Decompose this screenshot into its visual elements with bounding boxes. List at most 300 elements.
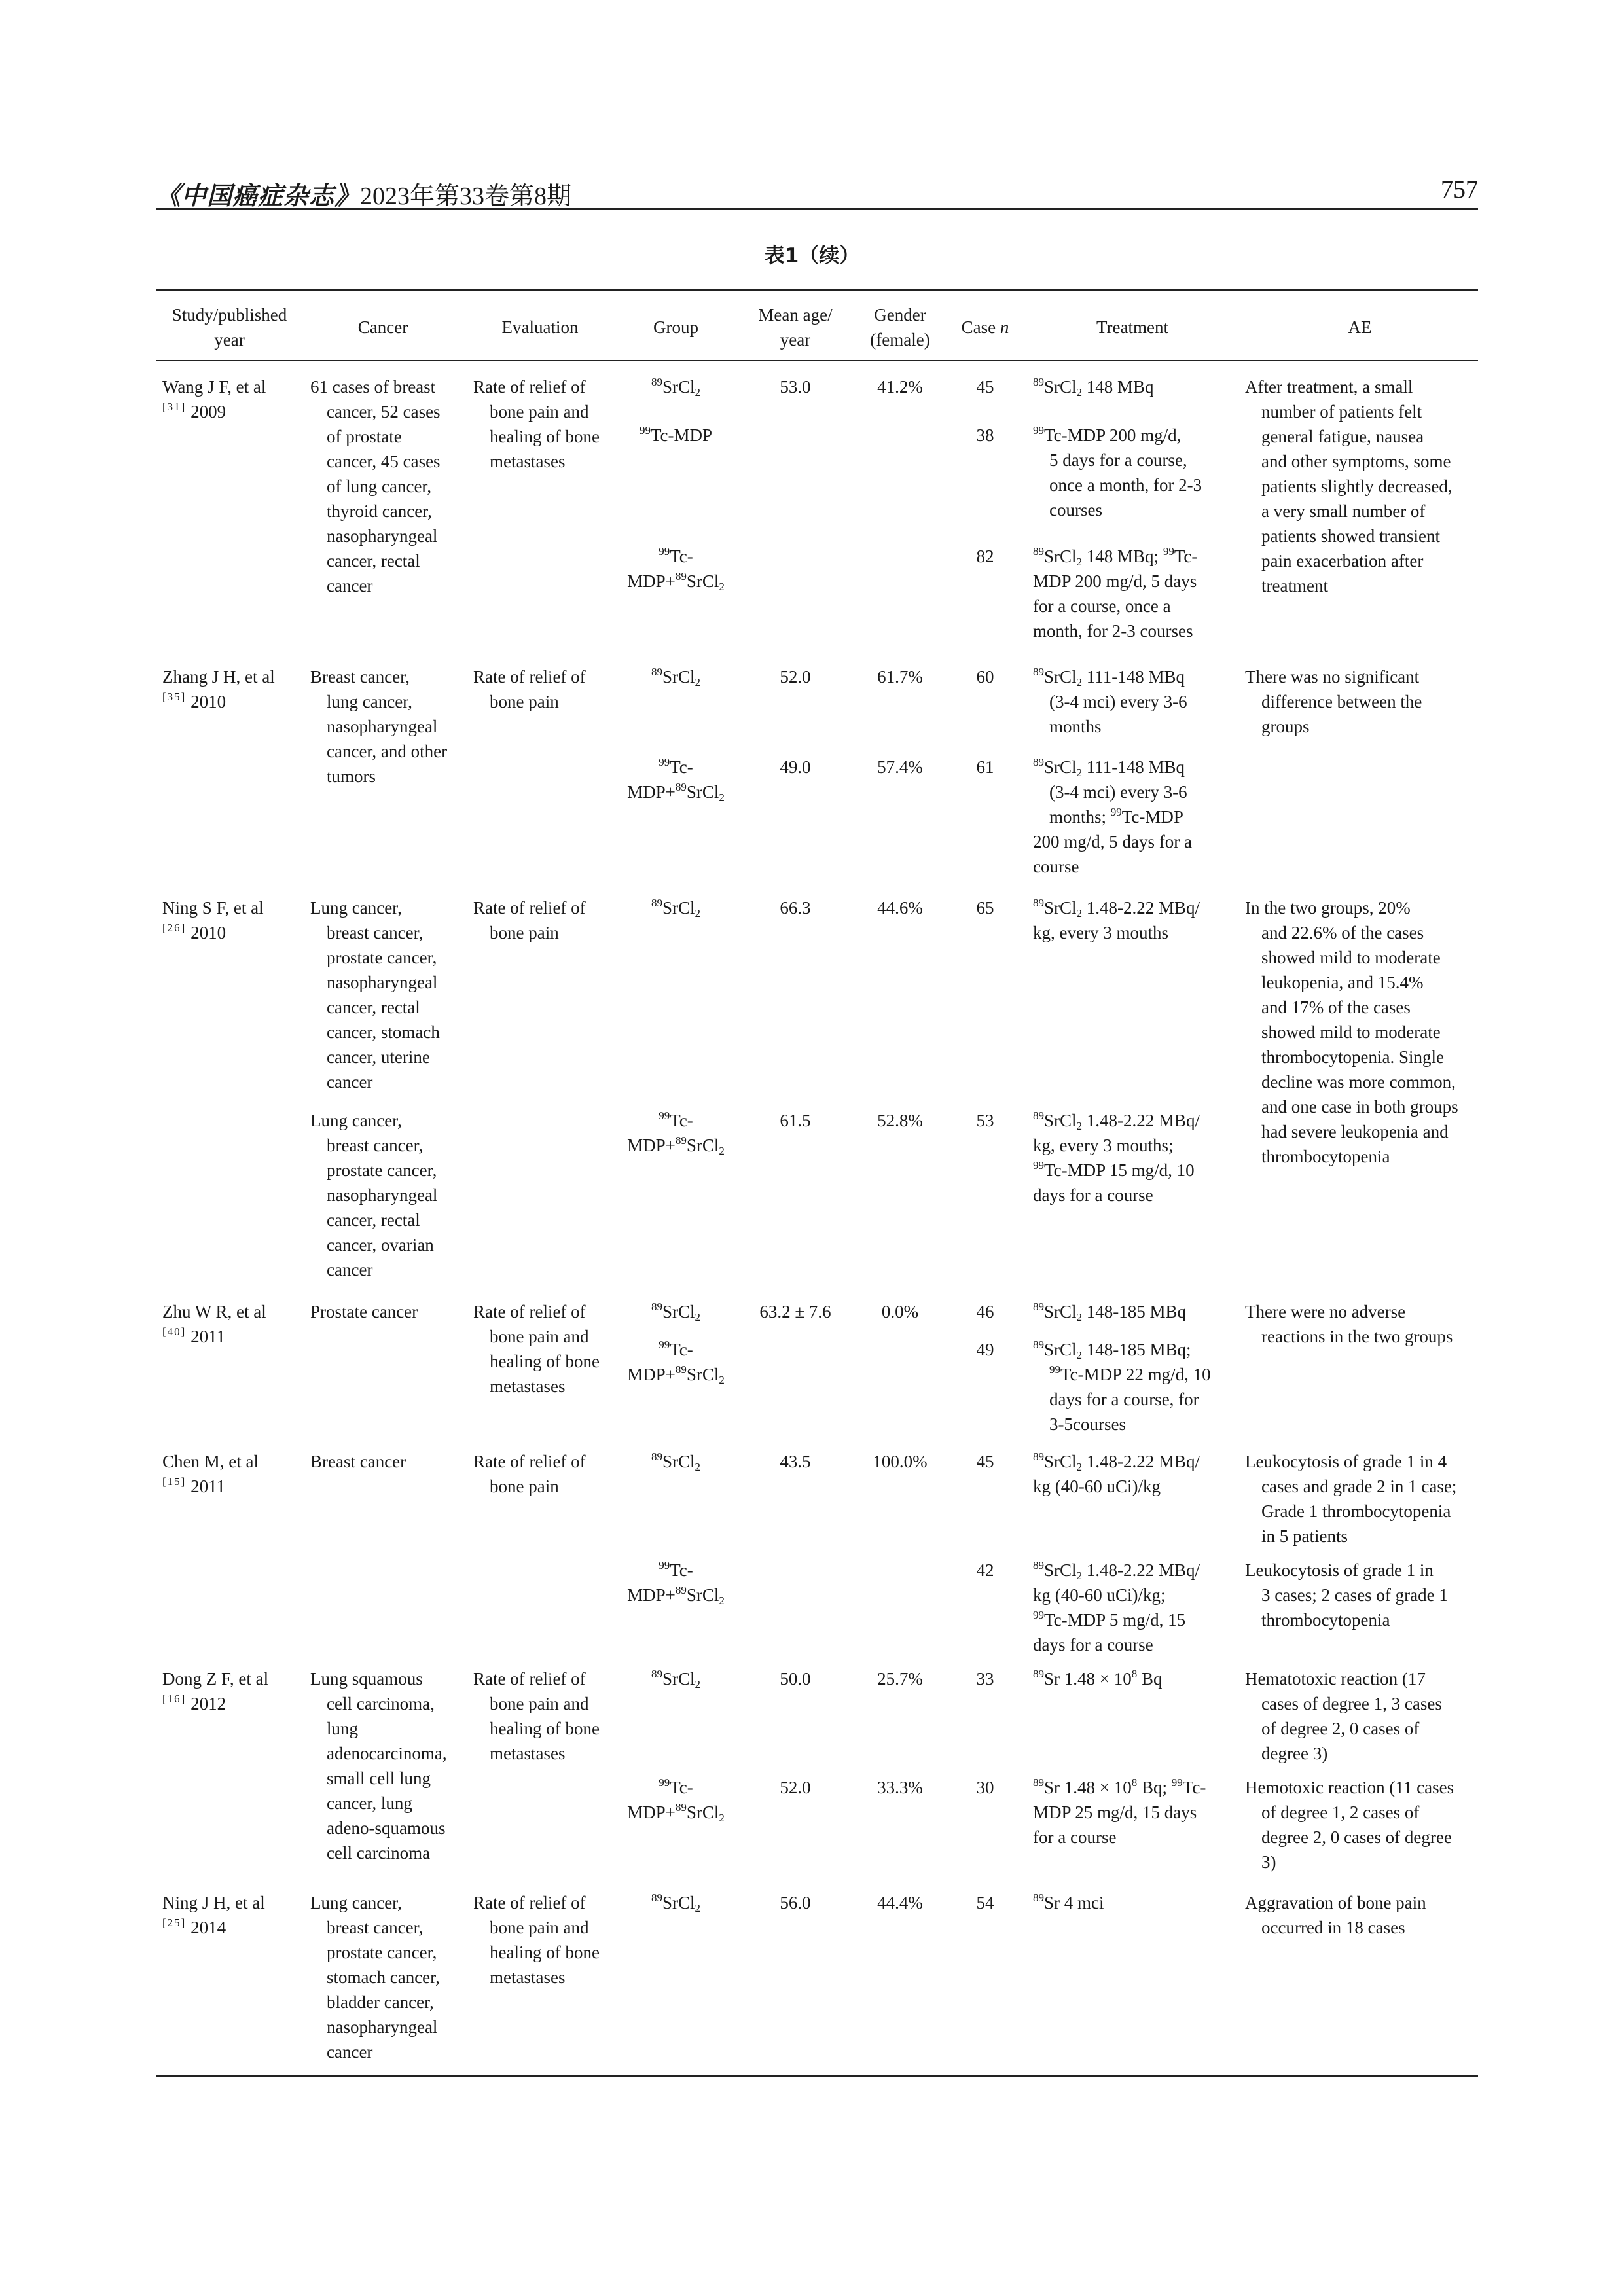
cancer-line: nasopharyngeal <box>327 973 438 992</box>
ae-line: showed mild to moderate <box>1261 948 1441 967</box>
group-cell <box>619 1666 733 1691</box>
isotope-mass: 89 <box>651 897 662 909</box>
times-sign: × 10 <box>1095 1669 1132 1689</box>
treatment-text: 15 mg/d, 10 <box>1105 1160 1195 1180</box>
evaluation-cell <box>473 895 586 945</box>
compound-name: SrCl <box>662 1452 695 1471</box>
treatment-text: 148 MBq; <box>1082 547 1163 566</box>
ae-line: Hematotoxic reaction (17 <box>1245 1669 1426 1689</box>
study-ref-year <box>162 399 266 424</box>
study-cell <box>162 374 266 424</box>
compound-name: MDP+ <box>627 1365 676 1384</box>
ae-line: had severe leukopenia and <box>1261 1122 1449 1141</box>
study-year: 2009 <box>190 402 226 422</box>
ae-line: Grade 1 thrombocytopenia <box>1261 1501 1451 1521</box>
ae-line: and one case in both groups <box>1261 1097 1458 1117</box>
table-title: 表1（续） <box>764 244 860 268</box>
study-cell <box>162 1299 266 1349</box>
evaluation-line: bone pain and <box>490 1918 589 1937</box>
ae-line: degree 3) <box>1261 1744 1328 1763</box>
treatment-line: for a course, once a <box>1033 596 1171 616</box>
col-header-case <box>949 315 1021 340</box>
subscript: 2 <box>719 1594 725 1607</box>
col-header-treatment-text: Treatment <box>1096 317 1168 337</box>
compound-name: SrCl <box>1044 757 1077 777</box>
treatment-line: MDP 200 mg/d, 5 days <box>1033 571 1197 591</box>
evaluation-line: bone pain and <box>490 1327 589 1346</box>
treatment-line: days for a course, for <box>1049 1390 1199 1409</box>
compound-name: Tc-MDP <box>1044 425 1106 445</box>
cancer-line: cancer, rectal <box>327 997 420 1017</box>
case-cell: 42 <box>976 1560 994 1580</box>
cancer-cell <box>310 1299 418 1324</box>
page-number: 757 <box>1441 176 1478 204</box>
gender-cell: 25.7% <box>877 1669 923 1689</box>
compound-name: SrCl <box>686 571 719 591</box>
isotope-mass: 99 <box>639 424 651 437</box>
treatment-line: months <box>1049 717 1102 736</box>
gender-cell: 57.4% <box>877 757 923 777</box>
group-cell <box>619 1337 733 1387</box>
ae-line: reactions in the two groups <box>1261 1327 1453 1346</box>
cancer-line: breast cancer, <box>327 1918 424 1937</box>
group-line <box>619 1558 733 1583</box>
cancer-line: cell carcinoma, <box>327 1694 435 1713</box>
treatment-line <box>1033 544 1197 569</box>
group-cell <box>619 664 733 689</box>
cancer-line: Breast cancer <box>310 1452 406 1471</box>
group-cell <box>619 1775 733 1825</box>
subscript: 2 <box>1076 1570 1083 1582</box>
study-ref: [15] <box>162 1475 187 1488</box>
cancer-line: Prostate cancer <box>310 1302 418 1321</box>
subscript: 2 <box>719 1374 725 1386</box>
treatment-cell <box>1033 1775 1206 1850</box>
study-author: Zhang J H, et al <box>162 667 275 687</box>
treatment-cell <box>1033 755 1192 879</box>
treatment-line: 200 mg/d, 5 days for a <box>1033 832 1192 852</box>
compound-name: SrCl <box>686 1803 719 1822</box>
isotope-mass: 89 <box>675 1801 687 1814</box>
journal-name: 《中国癌症杂志》 <box>156 183 361 210</box>
col-header-ae <box>1240 315 1479 340</box>
group-line <box>619 755 733 780</box>
treatment-line <box>1033 1337 1211 1362</box>
ae-line: thrombocytopenia. Single <box>1261 1047 1444 1067</box>
isotope-mass: 89 <box>651 1300 662 1313</box>
ae-cell <box>1245 664 1422 739</box>
group-line <box>619 1133 733 1158</box>
cancer-line: bladder cancer, <box>327 1992 434 2012</box>
cancer-line: thyroid cancer, <box>327 501 432 521</box>
ae-cell <box>1245 1666 1442 1766</box>
group-cell <box>619 755 733 804</box>
compound-name: SrCl <box>686 1365 719 1384</box>
gender-cell: 0.0% <box>881 1302 919 1321</box>
cancer-line: tumors <box>327 766 376 786</box>
treatment-cell <box>1033 895 1200 945</box>
isotope-mass: 99 <box>1033 1159 1044 1172</box>
cancer-line: Lung cancer, <box>310 1893 402 1912</box>
treatment-line <box>1033 1607 1200 1632</box>
isotope-mass: 99 <box>659 1776 670 1789</box>
case-cell: 60 <box>976 667 994 687</box>
treatment-cell <box>1033 1558 1200 1657</box>
cancer-line: cell carcinoma <box>327 1843 431 1863</box>
group-line <box>619 1800 733 1825</box>
cancer-line: Lung cancer, <box>310 898 402 918</box>
evaluation-line: Rate of relief of <box>473 1302 586 1321</box>
col-header-cancer-text: Cancer <box>357 317 408 337</box>
cancer-line: cancer <box>327 576 373 596</box>
isotope-mass: 89 <box>1033 756 1044 768</box>
isotope-mass: 89 <box>1033 1892 1044 1904</box>
col-header-evaluation-text: Evaluation <box>501 317 579 337</box>
ae-cell <box>1245 895 1458 1169</box>
col-header-cancer <box>308 315 458 340</box>
case-cell: 65 <box>976 898 994 918</box>
gender-cell: 41.2% <box>877 377 923 397</box>
isotope-mass: 89 <box>675 570 687 583</box>
group-cell <box>619 1108 733 1158</box>
group-cell <box>619 1558 733 1607</box>
treatment-line: days for a course <box>1033 1185 1153 1205</box>
compound-name: Tc- <box>670 1778 693 1797</box>
col-header-study-line: Study/published <box>171 305 287 325</box>
ae-line: Aggravation of bone pain <box>1245 1893 1426 1912</box>
treatment-line <box>1033 423 1202 448</box>
case-cell: 45 <box>976 377 994 397</box>
study-year: 2011 <box>190 1327 226 1346</box>
age-cell: 56.0 <box>780 1893 811 1912</box>
case-cell: 30 <box>976 1778 994 1797</box>
evaluation-line: Rate of relief of <box>473 1893 586 1912</box>
treatment-cell <box>1033 664 1187 739</box>
cancer-line: of lung cancer, <box>327 476 432 496</box>
treatment-cell <box>1033 374 1154 399</box>
age-cell: 49.0 <box>780 757 811 777</box>
isotope-mass: 89 <box>675 1363 687 1376</box>
treatment-cell: $^{89}$Sr $1.48 \times 10^8$ Bq <box>1033 1668 1163 1689</box>
group-line <box>619 1108 733 1133</box>
study-author: Zhu W R, et al <box>162 1302 266 1321</box>
issue-info: 2023年第33卷第8期 <box>360 183 572 210</box>
evaluation-cell <box>473 664 586 714</box>
treatment-text: 1.48-2.22 MBq/ <box>1082 898 1200 918</box>
treatment-line: 3-5courses <box>1049 1414 1126 1434</box>
isotope-mass: 99 <box>659 545 670 558</box>
ae-line: leukopenia, and 15.4% <box>1261 973 1424 992</box>
cancer-line: cancer, uterine <box>327 1047 430 1067</box>
compound-name: Sr <box>1044 1893 1060 1912</box>
compound-name: Sr <box>1044 1669 1060 1689</box>
study-year: 2010 <box>190 692 226 711</box>
compound-name: SrCl <box>1044 1560 1077 1580</box>
group-line <box>619 1362 733 1387</box>
treatment-text: 1.48-2.22 MBq/ <box>1082 1560 1200 1580</box>
cancer-line: nasopharyngeal <box>327 2017 438 2037</box>
cancer-line: cancer <box>327 2042 373 2062</box>
exponent: 8 <box>1131 1668 1138 1680</box>
cancer-line: cancer, 45 cases <box>327 452 441 471</box>
evaluation-line: metastases <box>490 452 566 471</box>
journal-issue <box>156 175 571 211</box>
subscript: 2 <box>695 1902 701 1914</box>
gender-cell: 100.0% <box>873 1452 928 1471</box>
isotope-mass: 89 <box>1033 545 1044 558</box>
cancer-cell <box>310 895 440 1094</box>
ae-line: and other symptoms, some <box>1261 452 1451 471</box>
compound-name: SrCl <box>686 782 719 802</box>
study-ref-year <box>162 1915 265 1940</box>
evaluation-line: metastases <box>490 1744 566 1763</box>
case-cell: 82 <box>976 547 994 566</box>
compound-name: MDP+ <box>627 1803 676 1822</box>
isotope-mass: 89 <box>1033 666 1044 678</box>
compound-name: SrCl <box>662 1893 695 1912</box>
ae-line: showed mild to moderate <box>1261 1022 1441 1042</box>
treatment-line: course <box>1033 857 1079 876</box>
evaluation-cell <box>473 374 600 474</box>
study-cell <box>162 664 275 714</box>
study-cell <box>162 1890 265 1940</box>
evaluation-line: healing of bone <box>490 1943 600 1962</box>
isotope-mass: 89 <box>1033 1300 1044 1313</box>
isotope-mass: 89 <box>651 666 662 678</box>
treatment-line: MDP 25 mg/d, 15 days <box>1033 1803 1197 1822</box>
compound-name: SrCl <box>662 667 695 687</box>
gender-cell: 61.7% <box>877 667 923 687</box>
evaluation-line: metastases <box>490 1967 566 1987</box>
col-header-ae-text: AE <box>1348 317 1372 337</box>
group-line <box>619 780 733 804</box>
ae-line: and 17% of the cases <box>1261 997 1411 1017</box>
case-cell: 45 <box>976 1452 994 1471</box>
compound-name: SrCl <box>1044 1452 1077 1471</box>
group-line <box>619 569 733 594</box>
isotope-mass: 89 <box>675 1584 687 1596</box>
compound-name: SrCl <box>662 1302 695 1321</box>
col-header-study-line: year <box>214 330 245 350</box>
col-header-group <box>619 315 733 340</box>
ae-line: 3) <box>1261 1852 1276 1872</box>
isotope-mass: 99 <box>1049 1363 1060 1376</box>
col-header-case-symbol: n <box>1000 317 1009 337</box>
group-line <box>619 544 733 569</box>
ae-line: thrombocytopenia <box>1261 1147 1390 1166</box>
case-cell: 38 <box>976 425 994 445</box>
study-ref: [40] <box>162 1325 187 1338</box>
cancer-line: cancer, stomach <box>327 1022 440 1042</box>
ae-line: in 5 patients <box>1261 1526 1348 1546</box>
treatment-text: 1.48-2.22 MBq/ <box>1082 1452 1200 1471</box>
age-cell: 52.0 <box>780 1778 811 1797</box>
compound-name: Tc- <box>670 1560 693 1580</box>
cancer-cell <box>310 1666 447 1865</box>
treatment-line: kg (40-60 uCi)/kg <box>1033 1477 1161 1496</box>
study-author: Ning J H, et al <box>162 1893 265 1912</box>
gender-cell: 33.3% <box>877 1778 923 1797</box>
cancer-line: stomach cancer, <box>327 1967 440 1987</box>
treatment-cell <box>1033 1449 1200 1499</box>
cancer-cell <box>310 1890 440 2064</box>
ae-line: degree 2, 0 cases of degree <box>1261 1827 1452 1847</box>
col-header-gender <box>851 302 949 352</box>
group-cell <box>619 423 733 448</box>
group-cell <box>619 1299 733 1324</box>
subscript: 2 <box>719 1812 725 1824</box>
treatment-cell <box>1033 1337 1211 1437</box>
study-author: Chen M, et al <box>162 1452 259 1471</box>
isotope-mass: 99 <box>659 1559 670 1571</box>
compound-name: SrCl <box>686 1136 719 1155</box>
isotope-mass: 89 <box>1033 1559 1044 1571</box>
col-header-evaluation <box>468 315 612 340</box>
ae-cell <box>1245 1299 1453 1349</box>
ae-line: In the two groups, 20% <box>1245 898 1411 918</box>
cancer-line: prostate cancer, <box>327 1943 437 1962</box>
evaluation-cell <box>473 1666 600 1766</box>
treatment-line <box>1033 895 1200 920</box>
study-cell <box>162 1449 259 1499</box>
ae-line: cases of degree 1, 3 cases <box>1261 1694 1442 1713</box>
compound-name: Tc- <box>1182 1778 1206 1797</box>
table-top-rule <box>156 289 1478 291</box>
ae-line: and 22.6% of the cases <box>1261 923 1424 942</box>
cancer-line: Breast cancer, <box>310 667 410 687</box>
isotope-mass: 99 <box>659 1109 670 1122</box>
isotope-mass: 89 <box>651 1668 662 1680</box>
study-cell <box>162 895 264 945</box>
ae-line: decline was more common, <box>1261 1072 1456 1092</box>
age-cell: 66.3 <box>780 898 811 918</box>
cancer-line: cancer, 52 cases <box>327 402 441 422</box>
compound-name: Tc-MDP <box>1044 1160 1106 1180</box>
treatment-text: 148-185 MBq; <box>1082 1340 1191 1359</box>
isotope-mass: 89 <box>1033 1776 1044 1789</box>
subscript: 2 <box>1076 1349 1083 1361</box>
treatment-text: 200 mg/d, <box>1105 425 1182 445</box>
compound-name: SrCl <box>1044 898 1077 918</box>
group-cell <box>619 374 733 399</box>
treatment-cell <box>1033 423 1202 522</box>
treatment-text: 111-148 MBq <box>1082 757 1185 777</box>
cancer-line: 61 cases of breast <box>310 377 436 397</box>
study-ref: [25] <box>162 1916 187 1929</box>
treatment-line: days for a course <box>1033 1635 1153 1655</box>
ae-cell <box>1245 1558 1448 1632</box>
study-ref: [31] <box>162 401 187 413</box>
ae-line: occurred in 18 cases <box>1261 1918 1405 1937</box>
cancer-line: Lung squamous <box>310 1669 423 1689</box>
treatment-text: 4 mci <box>1060 1893 1104 1912</box>
subscript: 2 <box>1076 907 1083 920</box>
compound-name: MDP+ <box>627 1585 676 1605</box>
isotope-mass: 89 <box>1033 1338 1044 1351</box>
subscript: 2 <box>695 1461 701 1473</box>
isotope-mass: 89 <box>651 1450 662 1463</box>
ae-line: pain exacerbation after <box>1261 551 1424 571</box>
case-cell: 53 <box>976 1111 994 1130</box>
cancer-line: breast cancer, <box>327 923 424 942</box>
treatment-line <box>1033 755 1192 780</box>
compound-name: SrCl <box>1044 667 1077 687</box>
treatment-line <box>1033 664 1187 689</box>
compound-name: SrCl <box>1044 547 1077 566</box>
treatment-line <box>1033 804 1192 829</box>
col-header-case-text: Case <box>961 317 996 337</box>
ae-line: patients showed transient <box>1261 526 1440 546</box>
treatment-cell <box>1033 544 1197 643</box>
subscript: 2 <box>1076 676 1083 689</box>
treatment-text: Bq; <box>1137 1778 1172 1797</box>
cancer-line: cancer, rectal <box>327 551 420 571</box>
cancer-line: breast cancer, <box>327 1136 424 1155</box>
compound-name: SrCl <box>1044 1340 1077 1359</box>
cancer-line: cancer, and other <box>327 742 448 761</box>
ae-line: a very small number of <box>1261 501 1426 521</box>
treatment-line: (3-4 mci) every 3-6 <box>1049 782 1187 802</box>
ae-line: groups <box>1261 717 1310 736</box>
study-year: 2012 <box>190 1694 226 1713</box>
isotope-mass: 89 <box>1033 1668 1044 1680</box>
treatment-text: Bq <box>1137 1669 1163 1689</box>
age-cell: 52.0 <box>780 667 811 687</box>
isotope-mass: 89 <box>1033 376 1044 388</box>
compound-name: Tc- <box>670 1340 693 1359</box>
ae-cell <box>1245 374 1453 598</box>
isotope-mass: 99 <box>659 1338 670 1351</box>
treatment-line: month, for 2-3 courses <box>1033 621 1193 641</box>
cancer-line: Lung cancer, <box>310 1111 402 1130</box>
ae-line: treatment <box>1261 576 1328 596</box>
cancer-line: cancer <box>327 1260 373 1280</box>
ae-cell <box>1245 1890 1426 1940</box>
treatment-text: 5 mg/d, 15 <box>1105 1610 1186 1630</box>
gender-cell: 44.4% <box>877 1893 923 1912</box>
isotope-mass: 89 <box>1033 1109 1044 1122</box>
isotope-mass: 99 <box>1033 424 1044 437</box>
treatment-line: $^{89}$Sr $1.48 \times 10^8$ Bq; $^{99}$Tc- <box>1033 1776 1206 1797</box>
compound-name: Tc-MDP <box>1044 1610 1106 1630</box>
table-header-rule <box>156 360 1478 361</box>
group-cell <box>619 1449 733 1474</box>
age-cell: 43.5 <box>780 1452 811 1471</box>
subscript: 2 <box>719 791 725 804</box>
compound-name: SrCl <box>1044 377 1077 397</box>
group-line <box>619 1775 733 1800</box>
col-header-age <box>740 302 851 352</box>
treatment-text: 111-148 MBq <box>1082 667 1185 687</box>
evaluation-line: bone pain and <box>490 1694 589 1713</box>
ae-line: Leukocytosis of grade 1 in 4 <box>1245 1452 1447 1471</box>
subscript: 2 <box>695 1678 701 1691</box>
treatment-text: 148 MBq <box>1082 377 1154 397</box>
isotope-mass: 99 <box>659 756 670 768</box>
subscript: 2 <box>695 907 701 920</box>
subscript: 2 <box>695 386 701 399</box>
study-author: Dong Z F, et al <box>162 1669 269 1689</box>
evaluation-cell <box>473 1299 600 1399</box>
treatment-line: courses <box>1049 500 1102 520</box>
ae-line: difference between the <box>1261 692 1422 711</box>
ae-line: cases and grade 2 in 1 case; <box>1261 1477 1457 1496</box>
age-cell: 53.0 <box>780 377 811 397</box>
ae-line: patients slightly decreased, <box>1261 476 1453 496</box>
study-ref: [35] <box>162 691 187 703</box>
cancer-line: small cell lung <box>327 1768 431 1788</box>
compound-name: MDP+ <box>627 571 676 591</box>
